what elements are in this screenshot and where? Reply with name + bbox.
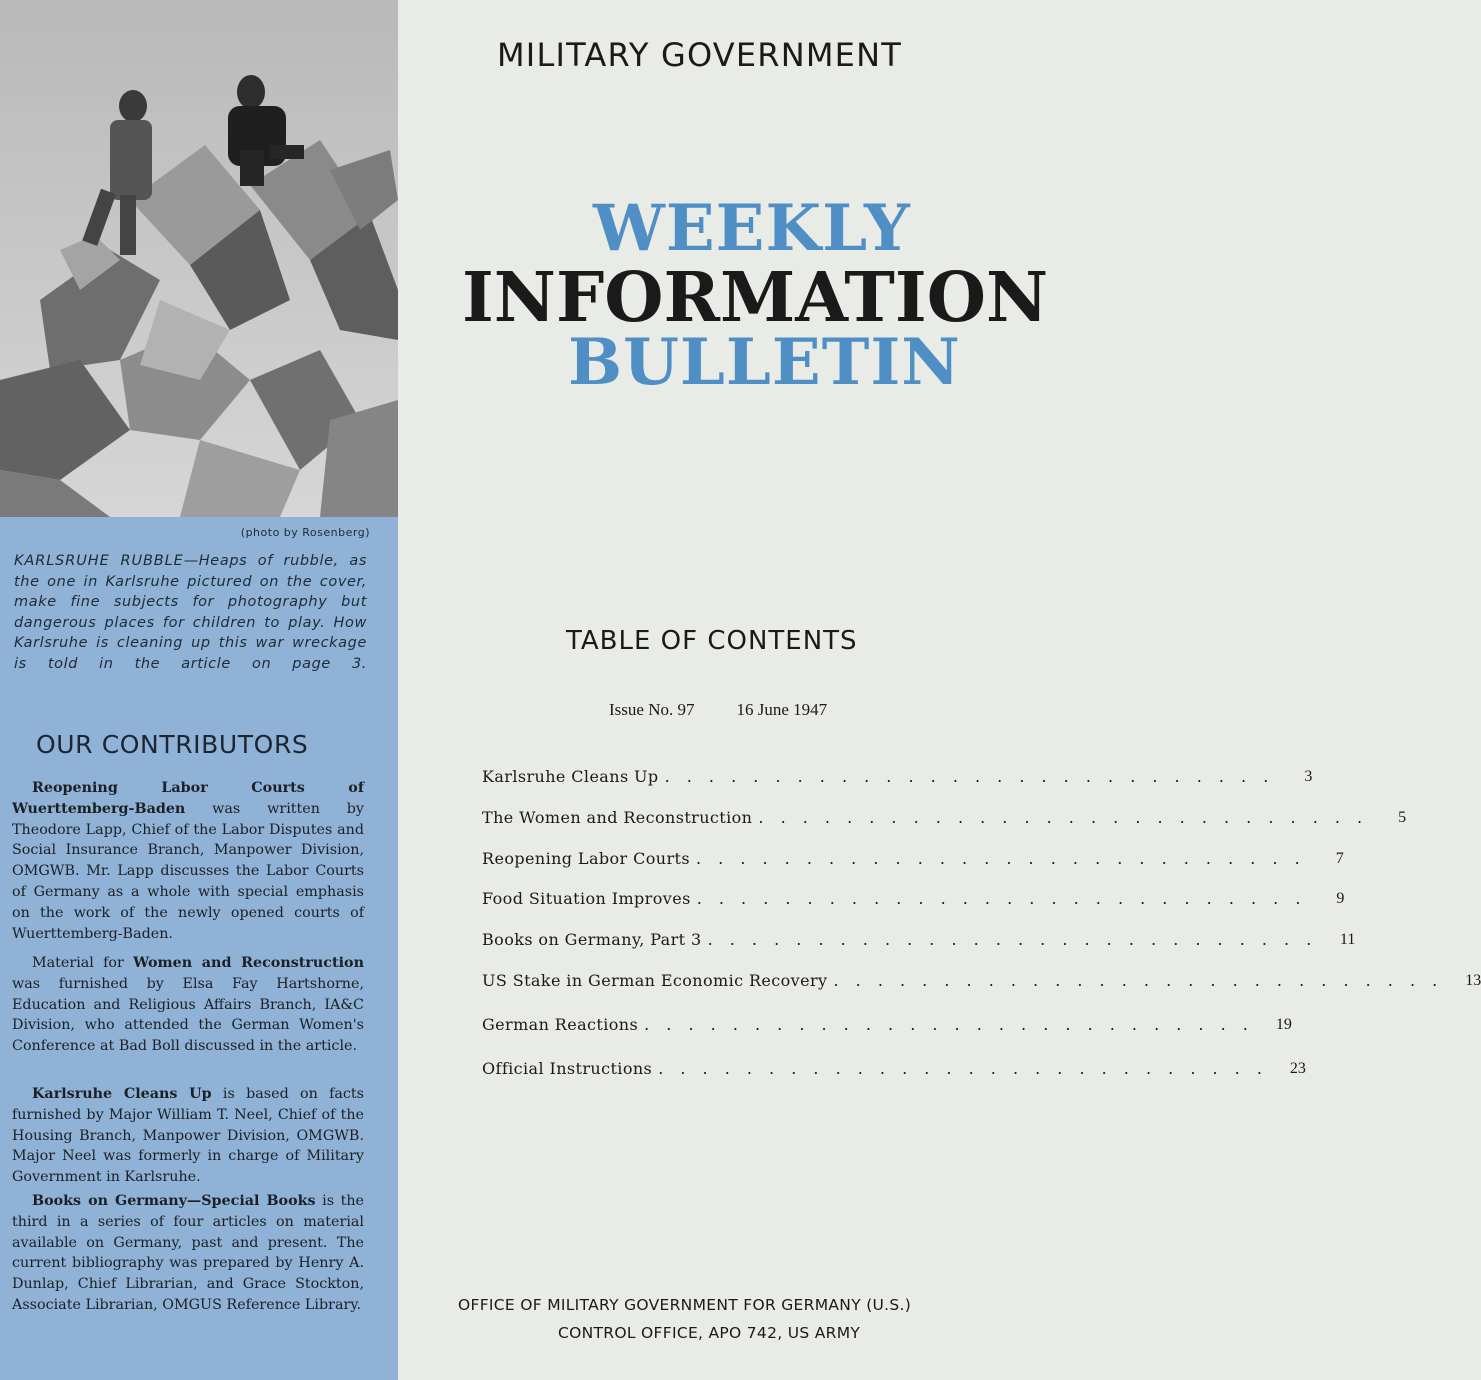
- toc-entry[interactable]: [482, 1054, 1306, 1078]
- toc-leader-dots: . . . . . . . . . . . . . . . . . . . . . . . . . . . .: [658, 1059, 1268, 1078]
- article-title: Reopening Labor Courts of Wuerttemberg-Baden: [12, 780, 364, 817]
- toc-entry-title: Karlsruhe Cleans Up: [482, 767, 659, 786]
- contributor-intro: Material for: [32, 955, 134, 971]
- contributors-heading: OUR CONTRIBUTORS: [36, 730, 309, 759]
- contributor-paragraph: [12, 778, 364, 944]
- toc-entry-page: 5: [1398, 809, 1407, 826]
- article-title: Women and Reconstruction: [133, 955, 364, 971]
- toc-entry-title: The Women and Reconstruction: [482, 808, 753, 827]
- toc-entry-title: Food Situation Improves: [482, 889, 691, 908]
- footer-office: OFFICE OF MILITARY GOVERNMENT FOR GERMANY (U.S.): [458, 1296, 912, 1314]
- toc-leader-dots: . . . . . . . . . . . . . . . . . . . . . . . . . . . .: [664, 767, 1275, 786]
- photo-credit: (photo by Rosenberg): [240, 526, 370, 539]
- toc-entry[interactable]: [482, 844, 1344, 868]
- contributor-paragraph: [12, 1084, 364, 1188]
- toc-entry-page: 23: [1289, 1060, 1306, 1077]
- toc-entry-page: 9: [1336, 890, 1345, 907]
- toc-leader-dots: . . . . . . . . . . . . . . . . . . . . . . . . . . . .: [696, 889, 1307, 908]
- title-bulletin: BULLETIN: [568, 325, 961, 400]
- contributor-paragraph: [12, 953, 364, 1057]
- toc-leader-dots: . . . . . . . . . . . . . . . . . . . . . . . . . . . .: [695, 849, 1306, 868]
- contributor-text: was furnished by Elsa Fay Hartshorne, Education and Religious Affairs Branch, IA&C Division, who attended the German Women's Conference at Bad Boll discussed in the article.: [12, 975, 364, 1055]
- issue-number: Issue No. 97: [609, 700, 695, 719]
- toc-entry-page: 19: [1275, 1016, 1292, 1033]
- issue-line: [609, 700, 827, 720]
- toc-heading: TABLE OF CONTENTS: [566, 626, 858, 656]
- toc-entry-page: 13: [1465, 972, 1481, 989]
- toc-entry-title: German Reactions: [482, 1015, 639, 1034]
- title-information: INFORMATION: [462, 258, 1049, 338]
- toc-entry-title: US Stake in German Economic Recovery: [482, 971, 828, 990]
- toc-entry[interactable]: [482, 762, 1313, 786]
- toc-entry[interactable]: [482, 925, 1356, 949]
- toc-leader-dots: . . . . . . . . . . . . . . . . . . . . . . . . . . . .: [758, 808, 1369, 827]
- cover-photo: [0, 0, 398, 517]
- caption-title: KARLSRUHE RUBBLE: [14, 553, 184, 569]
- toc-entry-title: Reopening Labor Courts: [482, 849, 690, 868]
- toc-leader-dots: . . . . . . . . . . . . . . . . . . . . . . . . . . . .: [833, 971, 1444, 990]
- toc-entry-page: 3: [1304, 768, 1313, 785]
- toc-entry-title: Books on Germany, Part 3: [482, 930, 702, 949]
- toc-entry[interactable]: [482, 966, 1481, 990]
- toc-entry-title: Official Instructions: [482, 1059, 653, 1078]
- title-weekly: WEEKLY: [593, 191, 911, 266]
- issue-date: 16 June 1947: [736, 700, 828, 719]
- contributor-text: is based on facts furnished by Major William T. Neel, Chief of the Housing Branch, Manpower Division, OMGWB. Major Neel was formerly in charge of Military Government in Karlsruhe.: [12, 1086, 364, 1186]
- photo-caption: [14, 551, 367, 674]
- caption-text: —Heaps of rubble, as the one in Karlsruhe pictured on the cover, make fine subjects for photography but dangerous places for children to play. How Karlsruhe is cleaning up this war wreckage is told in the article on page 3.: [14, 553, 367, 672]
- toc-leader-dots: . . . . . . . . . . . . . . . . . . . . . . . . . . . .: [707, 930, 1318, 949]
- toc-entry-page: 7: [1335, 850, 1344, 867]
- toc-entry[interactable]: [482, 803, 1407, 827]
- footer-address: CONTROL OFFICE, APO 742, US ARMY: [558, 1324, 861, 1342]
- contributor-text: is the third in a series of four articles on material available on Germany, past and present. The current bibliography was prepared by Henry A. Dunlap, Chief Librarian, and Grace Stockton, Associate Librarian, OMGUS Reference Library.: [12, 1193, 364, 1313]
- toc-leader-dots: . . . . . . . . . . . . . . . . . . . . . . . . . . . .: [644, 1015, 1254, 1034]
- contributor-text: was written by Theodore Lapp, Chief of the Labor Disputes and Social Insurance Branch, Manpower Division, OMGWB. Mr. Lapp discusses the Labor Courts of Germany as a whole with special emphasis on the work of the newly opened courts of Wuerttemberg-Baden.: [12, 800, 364, 942]
- contributor-paragraph: [12, 1191, 364, 1316]
- rubble-photo-image: [0, 0, 398, 517]
- toc-entry[interactable]: [482, 1010, 1292, 1034]
- article-title: Karlsruhe Cleans Up: [32, 1086, 212, 1102]
- toc-entry-page: 11: [1339, 931, 1356, 948]
- masthead-top: MILITARY GOVERNMENT: [497, 36, 902, 74]
- left-column: [0, 0, 398, 1380]
- toc-entry[interactable]: [482, 884, 1345, 908]
- article-title: Books on Germany—Special Books: [32, 1193, 316, 1209]
